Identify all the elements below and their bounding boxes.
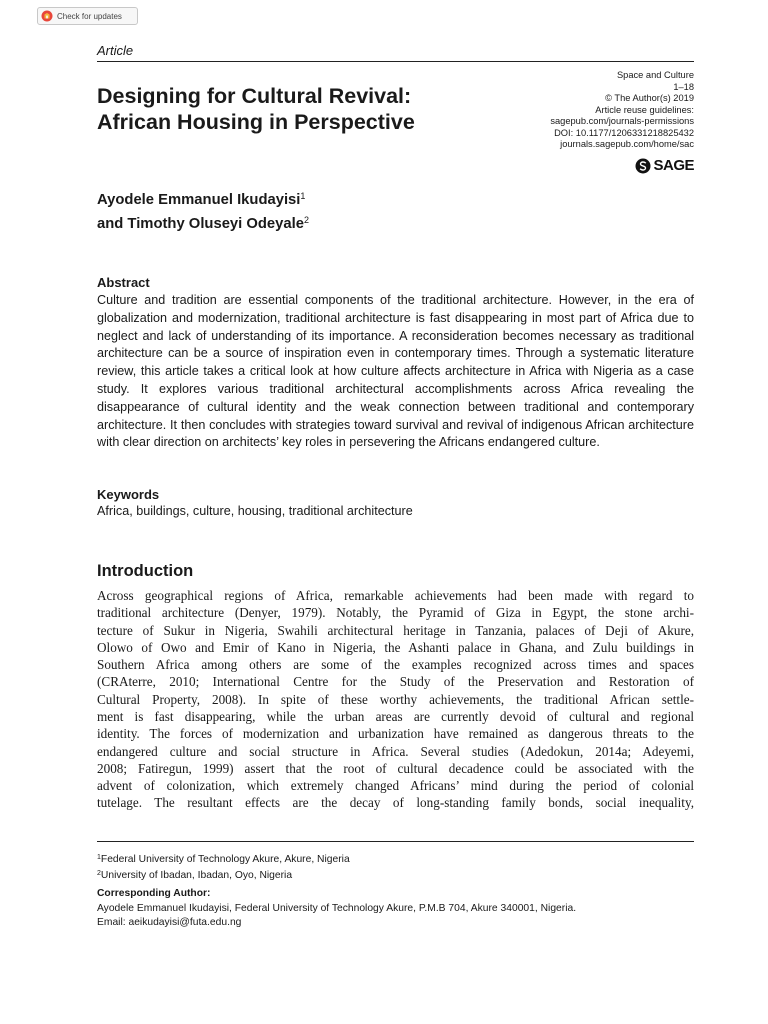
journal-reuse-link[interactable]: sagepub.com/journals-permissions [550,116,694,126]
check-for-updates-label: Check for updates [57,11,122,21]
author-name: Ayodele Emmanuel Ikudayisi [97,192,301,208]
introduction-line: Southern Africa among others are some of the examples recognized across times and spaces [97,657,694,673]
publisher-name: SAGE [653,157,694,174]
introduction-line: Olowo of Owo and Emir of Kano in Nigeria, the Ashanti palace in Ghana, and Zulu buildings in [97,639,694,655]
abstract-text: Culture and tradition are essential components of the traditional architecture. However, in the era of globalization and modernization, traditional architecture is fast disappearing in most part of Africa due to neglect and lack of understanding of its importance. A reconsideration becomes necessary as traditional architecture can be a source of inspiration even in contemporary times. Through a systematic literature review, this article takes a critical look at how culture affects architecture in Africa with Nigeria as a case study. It explores various traditional architectural accomplishments across Africa revealing the disappearance of cultural identity and the weak connection between traditional and contemporary architecture. It then concludes with strategies toward survival and revival of indigenous African architecture with clear direction on architects’ key roles in persevering the Africans endangered culture. [97,293,694,450]
affiliation-2: $^2$University of Ibadan, Ibadan, Oyo, Nigeria [97,870,293,881]
affiliations [97,851,350,883]
journal-pages: 1–18 [673,81,694,92]
introduction-line: endangered culture and social structure in Africa. Several studies (Adedokun, 2014a; Adeyemi, [97,743,694,759]
introduction-line: Cultural Property, 2008). In spite of these worthy achievements, the traditional African settle- [97,691,694,707]
introduction-text [97,587,694,812]
publisher-logo [635,157,694,174]
article-type-label: Article [97,43,134,58]
author-affiliation-marker: 2 [303,215,309,225]
author-name: Timothy Oluseyi Odeyale [127,216,304,232]
journal-doi[interactable]: DOI: 10.1177/1206331218825432 [554,127,694,138]
corresponding-author-address: Ayodele Emmanuel Ikudayisi, Federal University of Technology Akure, P.M.B 704, Akure 340001, Nigeria. [97,902,577,914]
author-list [97,186,309,234]
corresponding-author-email[interactable]: Email: aeikudayisi@futa.edu.ng [97,917,242,928]
check-updates-icon [41,10,53,22]
journal-reuse-label: Article reuse guidelines: [595,104,694,115]
journal-copyright: © The Author(s) 2019 [605,93,694,103]
keywords-heading: Keywords [97,487,160,502]
footnote-rule [97,841,694,842]
introduction-line: advent of colonization, which extremely changed Africans’ mind during the period of colonial [97,778,694,794]
corresponding-author-heading: Corresponding Author: [97,888,211,899]
affiliation-1: $^1$Federal University of Technology Akure, Akure, Nigeria [97,854,350,865]
article-title-line-1: Designing for Cultural Revival: [97,84,412,108]
abstract-heading: Abstract [97,275,150,290]
article-title-line-2: African Housing in Perspective [97,110,415,134]
header-rule [97,61,694,62]
journal-home-link[interactable]: journals.sagepub.com/home/sac [560,139,694,149]
introduction-line: tutelage. The resultant effects are the decay of long-standing family bonds, social inequality, [97,795,694,811]
introduction-line: 2008; Fatiregun, 1999) assert that the root of cultural decadence could be associated with the [97,760,694,776]
introduction-line: ment is fast disappearing, while the urban areas are currently devoid of cultural and regional [97,708,694,724]
journal-info [494,70,694,151]
article-title [97,83,497,135]
journal-name: Space and Culture [616,70,694,80]
sage-logo-icon [635,158,651,174]
introduction-line: tecture of Sukur in Nigeria, Swahili architectural heritage in Tanzania, palaces of Deji of Akure, [97,622,694,638]
author-2: and Timothy Oluseyi Odeyale$^2$ [97,215,309,232]
introduction-line: (CRAterre, 2010; International Centre for the Study of the Preservation and Restoration of [97,674,694,690]
keywords-text: Africa, buildings, culture, housing, traditional architecture [97,504,413,518]
author-1 [97,186,309,210]
introduction-heading: Introduction [97,562,194,580]
author-affiliation-marker: 1 [300,191,306,201]
check-for-updates-button[interactable] [37,7,138,25]
introduction-line: identity. The forces of modernization and urbanization have remained as dangerous threats to the [97,726,694,742]
introduction-line: traditional architecture (Denyer, 1979). Notably, the Pyramid of Giza in Egypt, the stone archi- [97,605,694,621]
corresponding-author [97,887,576,931]
introduction-line: Across geographical regions of Africa, remarkable achievements had been made with regard to [97,588,694,603]
